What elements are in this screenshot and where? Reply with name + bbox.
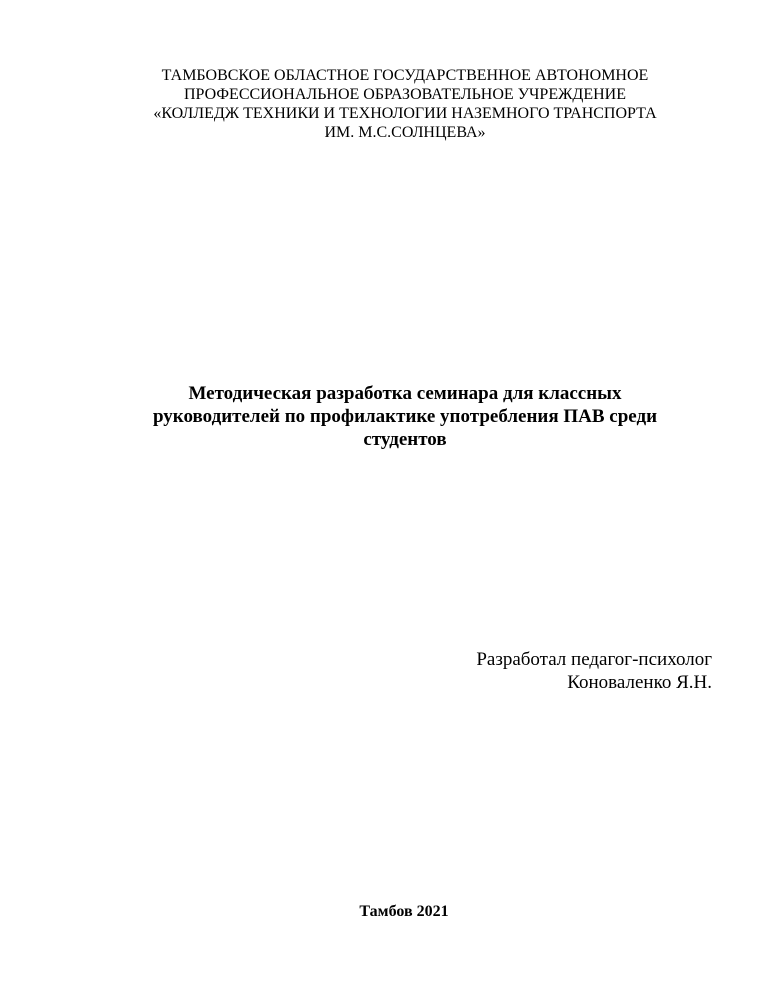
- place-year: Тамбов 2021: [359, 903, 449, 920]
- institution-header-line-3: «КОЛЛЕДЖ ТЕХНИКИ И ТЕХНОЛОГИИ НАЗЕМНОГО ТРАНСПОРТА: [153, 105, 657, 122]
- document-title-line-3: студентов: [363, 429, 447, 450]
- author-block: [400, 648, 712, 694]
- institution-header-line-1: ТАМБОВСКОЕ ОБЛАСТНОЕ ГОСУДАРСТВЕННОЕ АВТОНОМНОЕ: [161, 67, 649, 84]
- document-title-line-1: Методическая разработка семинара для классных: [188, 383, 622, 404]
- institution-header-line-2: ПРОФЕССИОНАЛЬНОЕ ОБРАЗОВАТЕЛЬНОЕ УЧРЕЖДЕНИЕ: [184, 86, 626, 103]
- institution-header: [100, 66, 710, 142]
- institution-header-line-4: ИМ. М.С.СОЛНЦЕВА»: [324, 124, 486, 141]
- author-name: Коноваленко Я.Н.: [567, 672, 712, 693]
- author-role: Разработал педагог-психолог: [476, 649, 712, 670]
- document-title-line-2: руководителей по профилактике употребления ПАВ среди: [152, 406, 658, 427]
- document-title: [110, 382, 700, 451]
